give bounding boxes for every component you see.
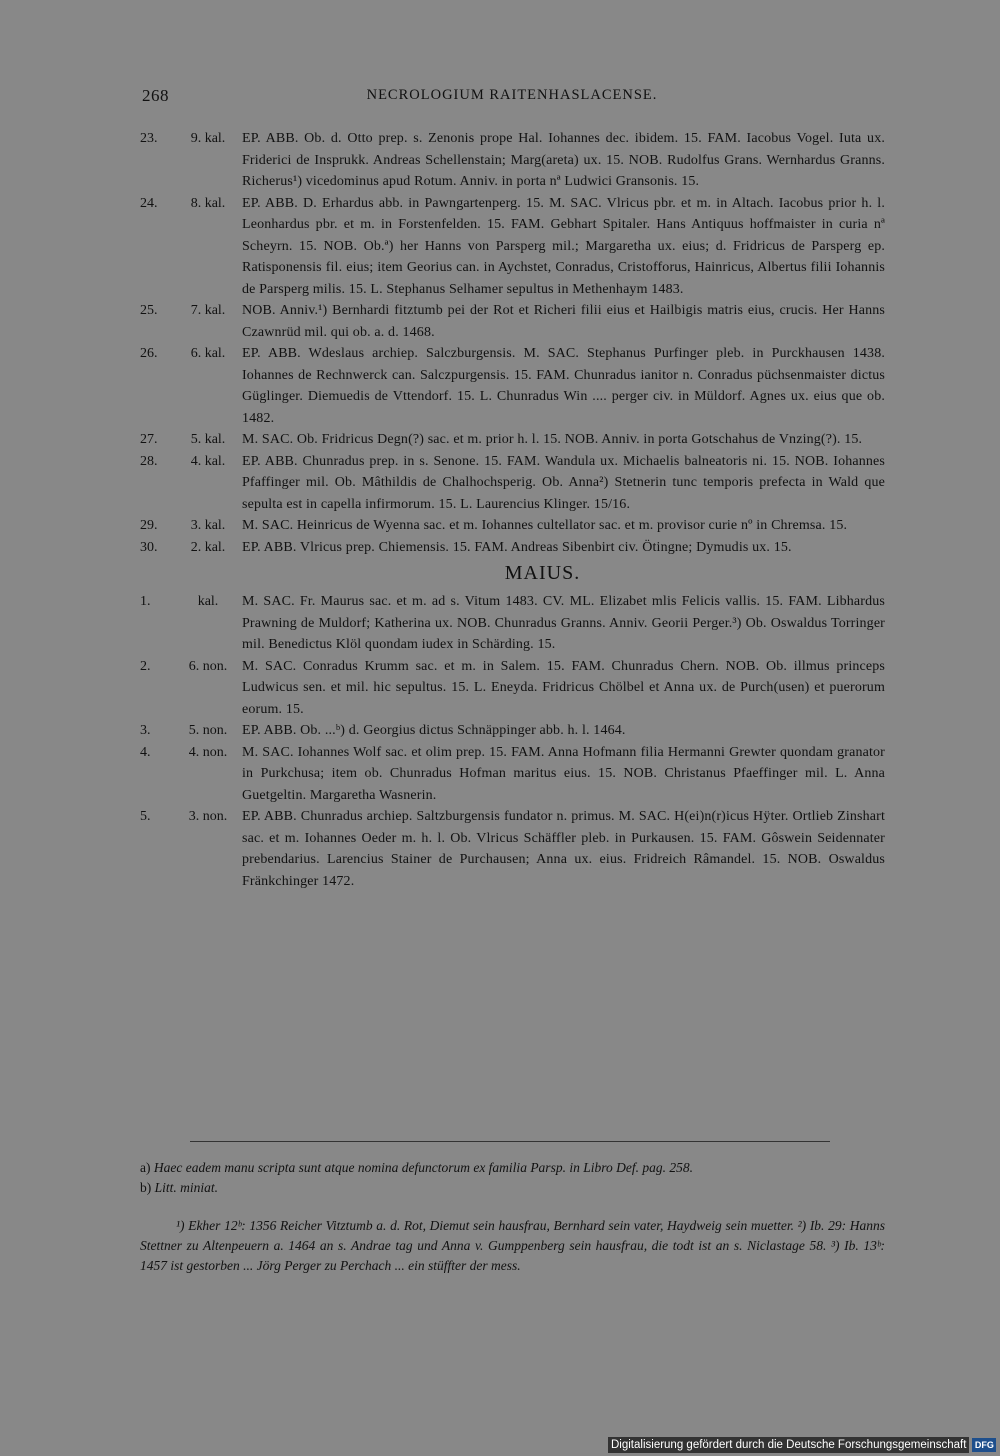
entry-calendar-date: 7. kal. <box>190 303 226 318</box>
entry-day: 28. <box>140 453 158 469</box>
entry-row <box>140 128 885 193</box>
footer-text: Digitalisierung gefördert durch die Deutsche Forschungsgemeinschaft <box>608 1437 969 1453</box>
entry-text: EP. ABB. Vlricus prep. Chiemensis. 15. FAM. Andreas Sibenbirt civ. Ötingne; Dymudis ux. 15. <box>242 539 792 555</box>
entry-day: 4. <box>140 744 151 760</box>
entry-text: M. SAC. Heinricus de Wyenna sac. et m. Iohannes cultellator sac. et m. provisor curie nº in Chremsa. 15. <box>242 518 848 533</box>
entry-day: 25. <box>140 303 158 318</box>
entry-day: 23. <box>140 131 158 146</box>
entry-row <box>140 742 885 807</box>
entry-calendar-date: kal. <box>197 594 219 609</box>
month-heading: MAIUS. <box>504 562 581 584</box>
entry-text: EP. ABB. D. Erhardus abb. in Pawngartenperg. 15. M. SAC. Vlricus pbr. et m. in Altach. Iacobus prior h. l. Leonhardus pbr. et m. in Forstenfelden. 15. FAM. Gebhart Spitaler. Hans Antiquus hoffmaister in curia nª Scheyrn. 15. NOB. Ob.ª) her Hanns von Parsperg mil.; Margaretha ux. eius; d. Fridricus de Parsperg ep. Ratisponensis fil. eius; item Georius can. in Aychstet, Conradus, Cristofforus, Hainricus, Albertus filii Iohannis de Parsperg milis. 15. L. Stephanus Selhamer sepultus in Methenhaym 1483. <box>242 195 885 297</box>
entry-day: 29. <box>140 518 158 533</box>
dfg-logo: DFG <box>972 1438 996 1452</box>
entry-day: 24. <box>140 195 158 211</box>
footnote-mark: b) <box>140 1180 152 1195</box>
entry-row <box>140 429 885 451</box>
entry-row <box>140 193 885 301</box>
entry-calendar-date: 8. kal. <box>190 195 226 211</box>
april-entries <box>140 128 885 558</box>
entry-calendar-date: 9. kal. <box>190 131 226 146</box>
entry-calendar-date: 5. kal. <box>190 432 226 447</box>
entry-text: EP. ABB. Wdeslaus archiep. Salczburgensis. M. SAC. Stephanus Purfinger pleb. in Purckhausen 1438. Iohannes de Rechnwerck can. Salczpurgensis. 15. FAM. Chunradus ianitor n. Conradus püchsenmaister dictus Güglinger. Diemuedis de Vttendorf. 15. L. Chunradus Win .... perger civ. in Müldorf. Agnes ux. eius que ob. 1482. <box>242 346 885 426</box>
entry-day: 3. <box>140 723 151 738</box>
entry-text: EP. ABB. Chunradus prep. in s. Senone. 15. FAM. Wandula ux. Michaelis balneatoris ni. 15. NOB. Iohannes Pfaffinger mil. Ob. Mâthildis de Chalhochsperig. Ob. Anna²) Stetnerin tunc temporis prefecta in Wald que sepulta est in capella infirmorum. 15. L. Laurencius Klinger. 15/16. <box>242 453 885 512</box>
footnote-a <box>140 1158 885 1178</box>
entry-row <box>140 300 885 343</box>
entry-row <box>140 591 885 656</box>
entry-text: EP. ABB. Chunradus archiep. Saltzburgensis fundator n. primus. M. SAC. H(ei)n(r)icus Hÿter. Ortlieb Zinshart sac. et m. Iohannes Oeder m. h. l. Ob. Vlricus Schäffler pleb. in Purkausen. 15. FAM. Gôswein Seidennater prebendarius. Larencius Stainer de Purchausen; Anna ux. eius. Fridreich Râmandel. 15. NOB. Oswaldus Fränkchinger 1472. <box>242 809 885 889</box>
necrology-entries <box>140 128 885 892</box>
entry-calendar-date: 4. kal. <box>190 453 226 469</box>
entry-day: 5. <box>140 809 151 824</box>
entry-calendar-date: 2. kal. <box>190 539 226 555</box>
entry-day: 26. <box>140 346 158 361</box>
entry-text: EP. ABB. Ob. d. Otto prep. s. Zenonis prope Hal. Iohannes dec. ibidem. 15. FAM. Iacobus Vogel. Iuta ux. Friderici de Insprukk. Andreas Schellenstain; Marg(areta) ux. 15. NOB. Rudolfus Grans. Wernhardus Granns. Richerus¹) vicedominus apud Rotum. Anniv. in porta nª Ludwici Gransonis. 15. <box>242 131 885 189</box>
entry-text: EP. ABB. Ob. ...ᵇ) d. Georgius dictus Schnäppinger abb. h. l. 1464. <box>242 723 626 738</box>
entry-day: 1. <box>140 594 151 609</box>
entry-calendar-date: 3. kal. <box>190 518 226 533</box>
may-entries <box>140 591 885 892</box>
entry-row <box>140 451 885 516</box>
entry-row <box>140 656 885 721</box>
footnote-divider <box>190 1141 830 1142</box>
entry-day: 30. <box>140 539 158 555</box>
footnote-text: Haec eadem manu scripta sunt atque nomina defunctorum ex familia Parsp. in Libro Def. pag. 258. <box>153 1160 693 1175</box>
entry-text: M. SAC. Iohannes Wolf sac. et olim prep. 15. FAM. Anna Hofmann filia Hermanni Grewter quondam granator in Purkchusa; item ob. Chunradus Hofman maritus eius. 15. NOB. Christanus Pfaeffinger mil. L. Anna Guetgeltin. Margaretha Wasnerin. <box>242 744 885 803</box>
entry-calendar-date: 5. non. <box>188 723 228 738</box>
entry-calendar-date: 3. non. <box>188 809 228 824</box>
entry-text: M. SAC. Ob. Fridricus Degn(?) sac. et m. prior h. l. 15. NOB. Anniv. in porta Gotschahus de Vnzing(?). 15. <box>242 432 863 447</box>
entry-calendar-date: 6. non. <box>188 658 228 674</box>
entry-calendar-date: 4. non. <box>188 744 228 760</box>
footnote-mark: a) <box>140 1160 151 1175</box>
entry-row <box>140 343 885 429</box>
footnotes-numbers: ¹) Ekher 12ᵇ: 1356 Reicher Vitztumb a. d. Rot, Diemut sein hausfrau, Bernhard sein vater, Haydweig sein muetter. ²) Ib. 29: Hanns Stettner zu Altenpeuern a. 1464 an s. Andrae tag und Anna v. Gumppenberg sein hausfrau, die todt ist an s. Niclastage 58. ³) Ib. 13ᵇ: 1457 ist gestorben ... Jörg Perger zu Perchach ... ein stüffter der mess. <box>140 1218 885 1273</box>
entry-row <box>140 720 885 742</box>
footnotes-letters <box>140 1158 885 1198</box>
entry-calendar-date: 6. kal. <box>190 346 226 361</box>
entry-row <box>140 515 885 537</box>
entry-text: NOB. Anniv.¹) Bernhardi fitztumb pei der Rot et Richeri filii eius et Hailbigis matris eius, crucis. Her Hanns Czawnrüd mil. qui ob. a. d. 1468. <box>242 303 885 340</box>
entry-row <box>140 537 885 559</box>
entry-text: M. SAC. Conradus Krumm sac. et m. in Salem. 15. FAM. Chunradus Chern. NOB. Ob. illmus princeps Ludwicus sen. et mil. hic sepultus. 15. L. Eneyda. Fridricus Chölbel et Anna ux. de Purch(usen) et puerorum eorum. 15. <box>242 658 885 717</box>
entry-row <box>140 806 885 892</box>
entry-text: M. SAC. Fr. Maurus sac. et m. ad s. Vitum 1483. CV. ML. Elizabet mlis Felicis vallis. 15. FAM. Libhardus Prawning de Muldorf; Katherina ux. NOB. Chunradus Granns. Anniv. Georii Perger.³) Ob. Oswaldus Torringer mil. Benedictus Klöl quondam iudex in Schärding. 15. <box>242 594 885 652</box>
entry-day: 2. <box>140 658 151 674</box>
footnote-b <box>140 1178 885 1198</box>
footnote-text: Litt. miniat. <box>154 1180 219 1195</box>
page-number: 268 <box>142 86 169 105</box>
entry-day: 27. <box>140 432 158 447</box>
digitization-footer <box>608 1437 996 1453</box>
running-title: NECROLOGIUM RAITENHASLACENSE. <box>366 87 658 103</box>
page-header <box>142 86 882 110</box>
